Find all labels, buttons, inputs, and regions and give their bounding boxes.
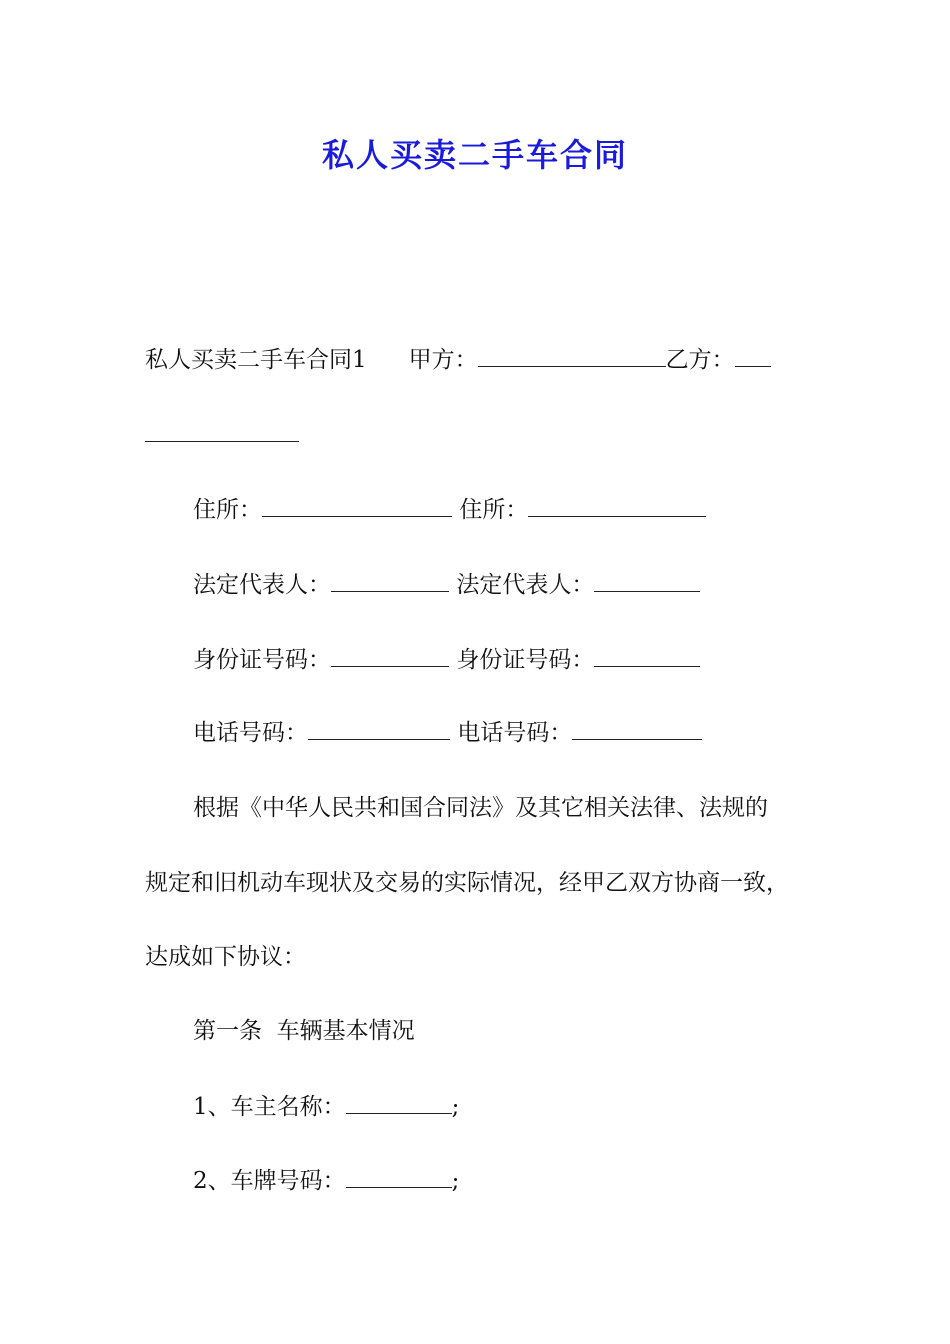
phone-b-label: 电话号码： [457, 720, 573, 746]
id-b-label: 身份证号码： [456, 647, 595, 673]
legal-rep-a-blank [331, 571, 449, 592]
semicolon: ; [451, 1168, 460, 1194]
legal-rep-line [193, 570, 700, 600]
document-title: 私人买卖二手车合同 [321, 136, 628, 174]
paragraph-line-2: 规定和旧机动车现状及交易的实际情况，经甲乙双方协商一致， [145, 870, 789, 896]
party-b-blank-continued [145, 420, 299, 450]
article-1-item-2 [193, 1166, 459, 1196]
party-a-label: 甲方： [408, 347, 478, 373]
legal-rep-b-label: 法定代表人： [456, 572, 595, 598]
plate-number-blank [346, 1167, 452, 1188]
party-b-label: 乙方： [665, 347, 735, 373]
contract-heading: 私人买卖二手车合同1 [145, 347, 367, 373]
id-a-label: 身份证号码： [193, 647, 331, 673]
plate-number-label: 2、车牌号码： [193, 1168, 346, 1194]
address-b-label: 住所： [459, 497, 529, 523]
semicolon: ; [451, 1094, 460, 1120]
phone-a-blank [308, 719, 450, 740]
phone-a-label: 电话号码： [193, 720, 308, 746]
phone-line [193, 718, 702, 748]
address-a-label: 住所： [193, 497, 262, 523]
article-1-heading: 第一条 车辆基本情况 [193, 1018, 415, 1044]
id-b-blank [594, 646, 700, 667]
id-a-blank [331, 646, 449, 667]
legal-rep-a-label: 法定代表人： [193, 572, 331, 598]
id-line [193, 645, 700, 675]
address-line [193, 495, 706, 525]
owner-name-blank [346, 1093, 452, 1114]
party-b-blank [735, 346, 771, 367]
intro-line [145, 345, 771, 375]
article-1-item-1 [193, 1092, 459, 1122]
paragraph-line-1: 根据《中华人民共和国合同法》及其它相关法律、法规的 [193, 795, 768, 821]
paragraph-line-3: 达成如下协议： [145, 944, 306, 970]
party-a-blank [478, 346, 666, 367]
legal-rep-b-blank [594, 571, 700, 592]
address-b-blank [528, 496, 706, 517]
phone-b-blank [572, 719, 702, 740]
owner-name-label: 1、车主名称： [193, 1094, 346, 1120]
address-a-blank [262, 496, 452, 517]
